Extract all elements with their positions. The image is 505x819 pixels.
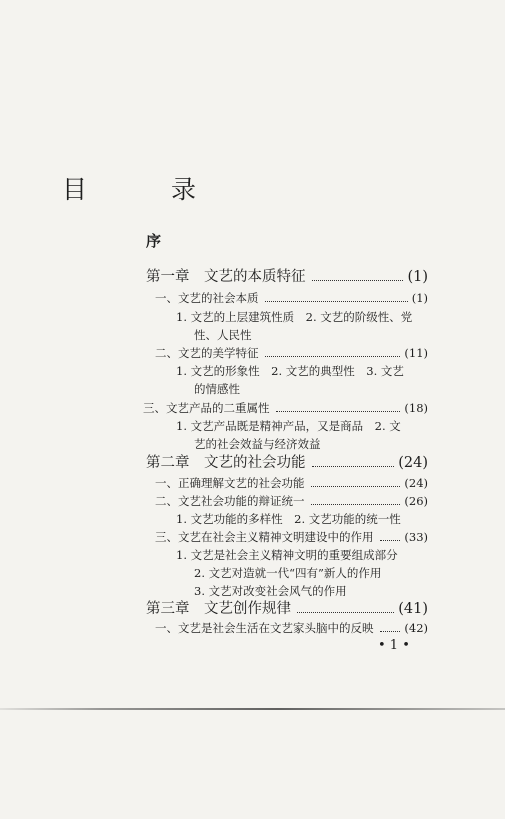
- toc-section: [155, 289, 428, 307]
- page-heading: 目 录: [62, 175, 234, 204]
- toc-subitems-continued: 艺的社会效益与经济效益: [194, 437, 321, 451]
- toc-subitems: 2. 文艺对造就一代“四有”新人的作用: [194, 566, 382, 580]
- toc-label: 三、文艺产品的二重属性: [143, 401, 270, 415]
- toc-subitems: 1. 文艺的上层建筑性质 2. 文艺的阶级性、党: [176, 310, 413, 324]
- toc-chapter-1: [146, 266, 428, 288]
- toc-chapter-3: [146, 598, 428, 620]
- toc-page-number: (11): [404, 346, 428, 360]
- toc-subitems-continued: 的情感性: [194, 382, 240, 396]
- toc-label: 一、正确理解文艺的社会功能: [155, 476, 305, 490]
- toc-page-number: (42): [404, 621, 428, 635]
- dot-leader: [265, 301, 408, 302]
- dot-leader: [380, 631, 401, 632]
- toc-section: [143, 399, 428, 417]
- dot-leader: [297, 612, 394, 613]
- toc-label: 二、文艺的美学特征: [155, 346, 259, 360]
- toc-section: [155, 528, 428, 546]
- toc-label: 二、文艺社会功能的辩证统一: [155, 494, 305, 508]
- toc-page-number: (1): [407, 269, 428, 285]
- toc-section: [155, 619, 428, 637]
- toc-subitems: 1. 文艺产品既是精神产品，又是商品 2. 文: [176, 419, 401, 433]
- toc-subitems: 1. 文艺功能的多样性 2. 文艺功能的统一性: [176, 512, 401, 526]
- dot-leader: [311, 504, 401, 505]
- dot-leader: [312, 466, 395, 467]
- toc-section: [155, 344, 428, 362]
- toc-label: 第二章 文艺的社会功能: [146, 455, 306, 471]
- toc-subitems: 1. 文艺的形象性 2. 文艺的典型性 3. 文艺: [176, 364, 404, 378]
- toc-label: 三、文艺在社会主义精神文明建设中的作用: [155, 530, 374, 544]
- toc-page-number: (18): [404, 401, 428, 415]
- toc-subitems: 3. 文艺对改变社会风气的作用: [194, 584, 347, 598]
- toc-page-number: (24): [404, 476, 428, 490]
- toc-page-number: (41): [398, 601, 428, 617]
- toc-chapter-2: [146, 452, 428, 474]
- toc-subitems: 1. 文艺是社会主义精神文明的重要组成部分: [176, 548, 398, 562]
- toc-section: [155, 474, 428, 492]
- dot-leader: [312, 280, 404, 281]
- toc-page-number: (24): [398, 455, 428, 471]
- page-folio: • 1 •: [378, 638, 410, 653]
- preface-entry: 序: [146, 232, 162, 250]
- dot-leader: [265, 356, 401, 357]
- toc-label: 第一章 文艺的本质特征: [146, 269, 306, 285]
- toc-label: 第三章 文艺创作规律: [146, 601, 291, 617]
- dot-leader: [276, 411, 401, 412]
- toc-label: 一、文艺的社会本质: [155, 291, 259, 305]
- toc-page-number: (26): [404, 494, 428, 508]
- toc-page-number: (1): [411, 291, 428, 305]
- toc-page-number: (33): [404, 530, 428, 544]
- toc-subitems-continued: 性、人民性: [194, 328, 252, 342]
- toc-label: 一、文艺是社会生活在文艺家头脑中的反映: [155, 621, 374, 635]
- page-bottom-edge: [0, 708, 505, 710]
- toc-section: [155, 492, 428, 510]
- dot-leader: [311, 486, 401, 487]
- dot-leader: [380, 540, 401, 541]
